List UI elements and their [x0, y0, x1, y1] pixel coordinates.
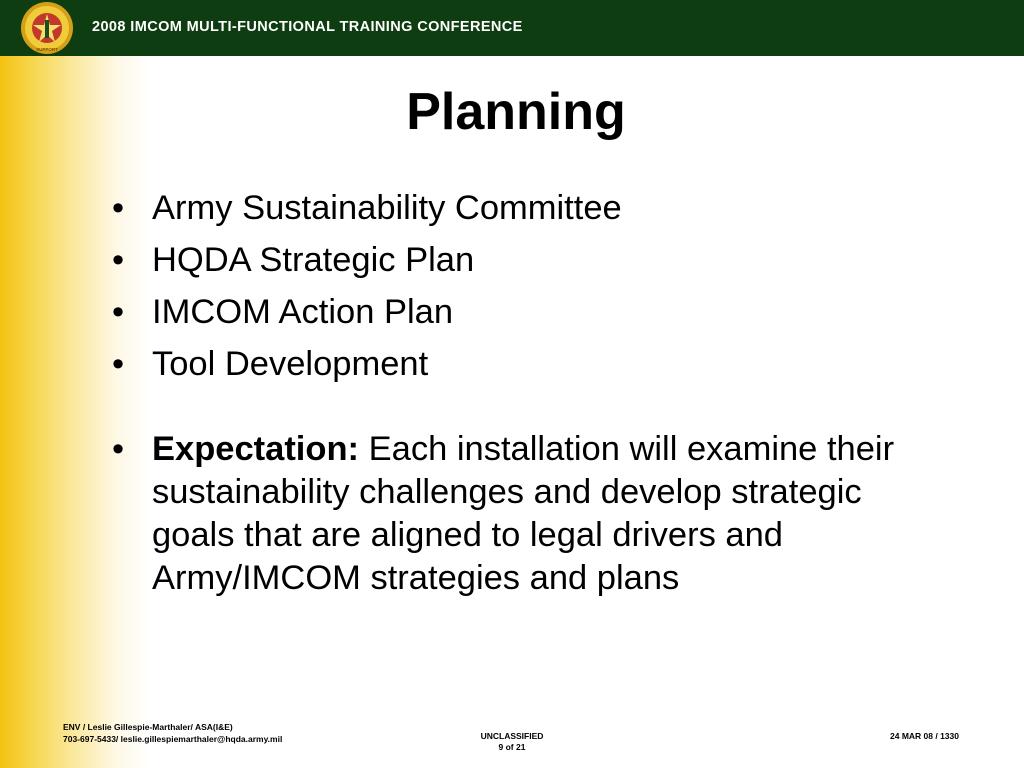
bullet-item [112, 182, 952, 234]
bullet-text: IMCOM Action Plan [152, 293, 454, 331]
page-number: 9 of 21 [498, 742, 526, 752]
bullet-marker: • [112, 241, 125, 279]
footer-center [452, 731, 572, 753]
bullet-marker: • [112, 189, 125, 227]
expectation-text: Each installation will examine their sustainability challenges and develop strategic goals that are aligned to legal drivers and Army/IMCOM strategies and plans [152, 430, 895, 597]
bullet-marker: • [112, 430, 125, 468]
bullet-list [112, 182, 952, 600]
footer-phone-email: 703-697-5433/ leslie.gillespiemarthaler@hqda.army.mil [63, 734, 283, 744]
footer-date: 24 MAR 08 / 1330 [890, 731, 959, 741]
bullet-marker: • [112, 345, 125, 383]
bullet-item [112, 338, 952, 390]
emblem-text: SUPPORT [36, 47, 58, 52]
bullet-text: Tool Development [152, 345, 429, 383]
bullet-text: Army Sustainability Committee [152, 189, 622, 227]
bullet-marker: • [112, 293, 125, 331]
footer-contact [63, 721, 282, 745]
bullet-item [112, 286, 952, 338]
expectation-item [112, 428, 952, 600]
classification-label: UNCLASSIFIED [480, 731, 544, 741]
imcom-emblem-icon [16, 0, 78, 56]
slide-title: Planning [406, 83, 626, 141]
conference-title: 2008 IMCOM MULTI-FUNCTIONAL TRAINING CONFERENCE [92, 19, 523, 35]
header-bar [0, 0, 1024, 56]
bullet-text: HQDA Strategic Plan [152, 241, 475, 279]
bullet-item [112, 234, 952, 286]
expectation-label: Expectation: [152, 430, 360, 468]
footer-author: ENV / Leslie Gillespie-Marthaler/ ASA(I&E) [63, 722, 233, 732]
